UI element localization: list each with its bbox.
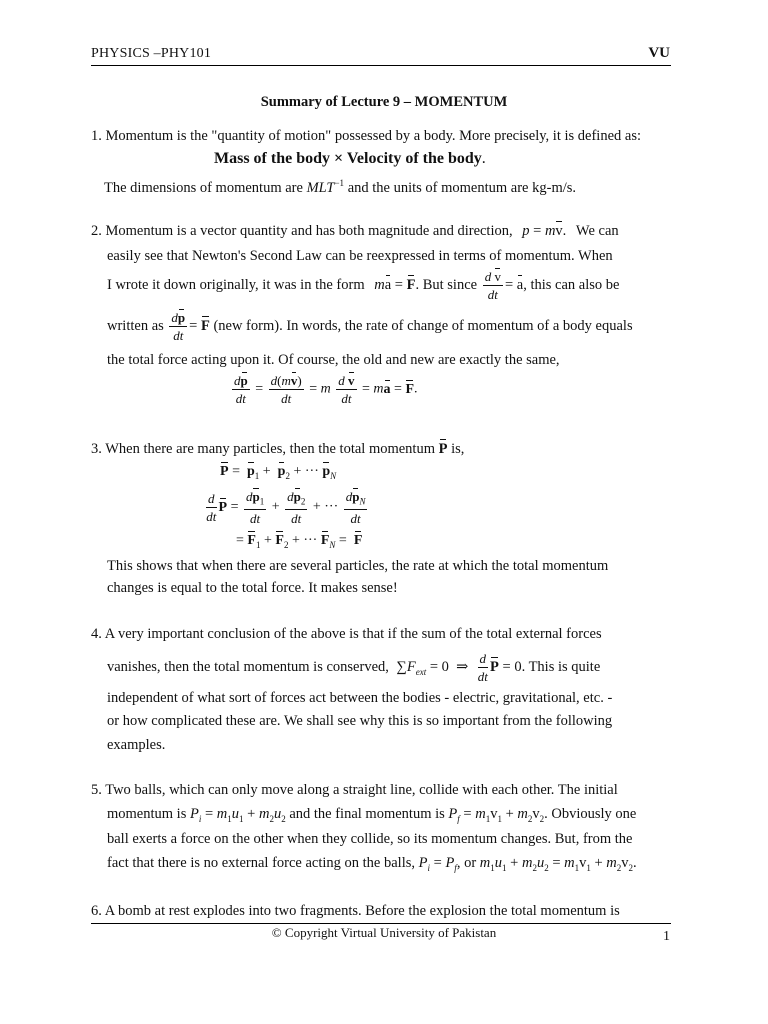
item4-line4: or how complicated these are. We shall see why this is so important from the following [107, 713, 613, 729]
item1-dimensions [104, 178, 576, 197]
item2-line1-text: 2. Momentum is a vector quantity and has both magnitude and direction, [91, 223, 513, 239]
item1-dim-exp: −1 [334, 178, 345, 188]
item4-line2b: This is quite [528, 658, 601, 675]
item4-line1: 4. A very important conclusion of the above is that if the sum of the total external forces [91, 626, 602, 642]
item5-line4a: fact that there is no external force acting on the balls, [107, 855, 415, 871]
item1-dim-expr: MLT [306, 179, 335, 196]
header-rule [91, 65, 671, 66]
item1-mass-velocity: Mass of the body × Velocity of the body. [214, 150, 486, 167]
item3-eq3: = $F_1 + F_2$ + ··· $F_N = F$ [236, 533, 363, 550]
item4-line5: examples. [107, 737, 166, 753]
item2-line3: I wrote it down originally, it was in the form ma = F. But since $\frac{\text{d v}}{dt}$ = a, this can also be [107, 269, 620, 302]
item4-line2a: vanishes, then the total momentum is conserved, [107, 658, 389, 675]
item3-line-a: This shows that when there are several particles, the rate at which the total momentum [107, 558, 609, 574]
item1-mass-text: Mass of the body × Velocity of the body [214, 150, 482, 167]
page-number: 1 [663, 929, 670, 944]
header-university: VU [648, 45, 670, 61]
item2-line1: 2. Momentum is a vector quantity and has both magnitude and direction, p = mv. We can [91, 223, 619, 239]
item3-eq1: $P = p_1 + p_2$ + ··· $p_N$ [220, 464, 337, 481]
item5-line3: ball exerts a force on the other when they collide, so its momentum changes. But, from the [107, 831, 633, 847]
item5-line2c: . Obviously one [544, 806, 637, 822]
item2-line4: written as $\frac{dp}{dt}$ = F (new form). In words, the rate of change of momentum of a body equals [107, 310, 633, 343]
item2-line3a: I wrote it down originally, it was in the form [107, 276, 365, 293]
item3-line1: 3. When there are many particles, then the total momentum P is, [91, 441, 465, 457]
item2-line5: the total force acting upon it. Of course, the old and new are exactly the same, [107, 352, 560, 368]
item5-line4b: , or [456, 855, 477, 871]
header-course: PHYSICS –PHY101 [91, 46, 212, 61]
item4-line3: independent of what sort of forces act between the bodies - electric, gravitational, etc. - [107, 690, 613, 706]
footer-copyright: © Copyright Virtual University of Pakistan [271, 925, 497, 940]
item5-line2b: and the final momentum is [289, 806, 445, 822]
item3-line1-tail: is, [451, 441, 465, 457]
item3-line1-text: 3. When there are many particles, then the total momentum [91, 441, 435, 457]
item2-line1-tail: We can [575, 223, 619, 239]
item2-line3b: . But since [415, 276, 478, 293]
item1-line1: 1. Momentum is the "quantity of motion" possessed by a body. More precisely, it is defined as: [91, 128, 642, 144]
item2-line4a: written as [107, 317, 164, 334]
item6-line1: 6. A bomb at rest explodes into two fragments. Before the explosion the total momentum is [91, 903, 620, 919]
item2-line4b: (new form). In words, the rate of change of momentum of a body equals [213, 317, 633, 334]
item4-line2: vanishes, then the total momentum is conserved, $\sum F_{ext} = 0$ ⇒ $\frac{d}{dt}$ P = 0. This is quite [107, 651, 601, 684]
item1-dim-prefix: The dimensions of momentum are [104, 179, 303, 196]
item2-line2: easily see that Newton's Second Law can be reexpressed in terms of momentum. When [107, 248, 613, 264]
item5-line2a: momentum is [107, 806, 187, 822]
item5-line2: momentum is $P_i = m_1u_1 + m_2u_2$ and the final momentum is $P_f = m_1v_1 + m_2v_2$. Obviously one [107, 806, 637, 824]
item1-dim-suffix: and the units of momentum are kg-m/s. [347, 179, 577, 196]
item5-line4: fact that there is no external force acting on the balls, $P_i = P_f$, or $m_1u_1 + m_2u_2 = m_1v_1 + m_2v_2$. [107, 855, 637, 873]
item3-eq2: $\frac{d}{dt}$ P = $\frac{dp_1}{dt}$ + $\frac{dp_2}{dt}$ + ··· $\frac{dp_N}{dt}$ [206, 489, 366, 526]
item5-line1: 5. Two balls, which can only move along a straight line, collide with each other. The initial [91, 782, 618, 798]
item2-line3c: , this can also be [523, 276, 620, 293]
footer-rule [91, 923, 671, 924]
item2-equation: $\frac{dp}{dt}$ = $\frac{d(mv)}{dt}$ = m $\frac{\text{d v}}{dt}$ = ma = F. [234, 373, 418, 406]
page-title: Summary of Lecture 9 – MOMENTUM [260, 94, 508, 110]
item3-line-b: changes is equal to the total force. It makes sense! [107, 580, 398, 596]
